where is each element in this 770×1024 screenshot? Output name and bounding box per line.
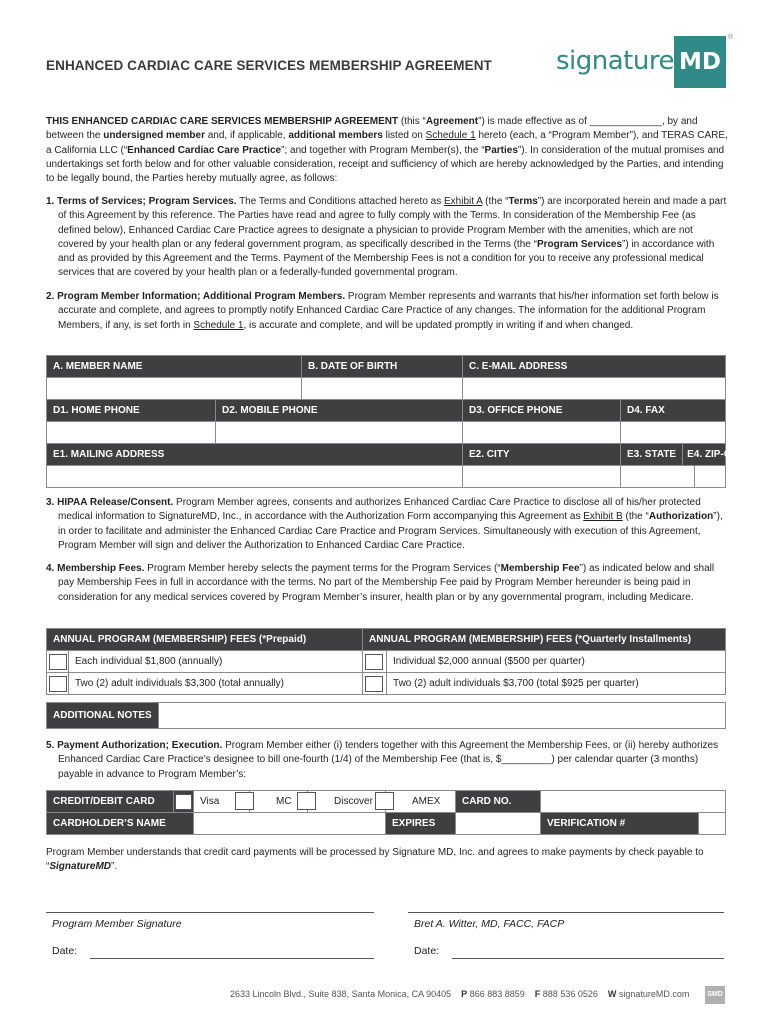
verification-field[interactable]	[699, 813, 726, 835]
page-footer	[230, 989, 689, 999]
signature-md-logo	[556, 36, 736, 92]
checkbox-icon	[365, 676, 383, 692]
discover-option[interactable]	[308, 791, 386, 813]
mailing-address-field[interactable]	[47, 466, 463, 488]
web-label: W	[607, 989, 617, 999]
discover-label: Discover	[334, 796, 373, 807]
additional-notes-field[interactable]	[159, 703, 726, 729]
amex-option[interactable]	[386, 791, 456, 813]
mobile-phone-field[interactable]	[216, 422, 463, 444]
checkbox-icon	[49, 654, 67, 670]
prepaid-fees-header: ANNUAL PROGRAM (MEMBERSHIP) FEES (*Prepaid)	[47, 629, 363, 651]
member-name-header: A. MEMBER NAME	[47, 356, 302, 378]
member-signature-line[interactable]	[46, 912, 374, 913]
email-field[interactable]	[463, 378, 726, 400]
footer-website: signatureMD.com	[618, 989, 690, 999]
prepaid-individual-checkbox[interactable]	[47, 651, 69, 673]
additional-notes-table	[46, 702, 726, 729]
phone-label: P	[461, 989, 468, 999]
card-number-field[interactable]	[541, 791, 726, 813]
quarterly-two-adults-checkbox[interactable]	[363, 673, 387, 695]
office-phone-header: D3. OFFICE PHONE	[463, 400, 621, 422]
quarterly-fees-header: ANNUAL PROGRAM (MEMBERSHIP) FEES (*Quarterly Installments)	[363, 629, 726, 651]
section-5-payment: 5. Payment Authorization; Execution. Program Member either (i) tenders together with this Agreement the Membership Fees, or (ii) hereby authorizes Enhanced Cardiac Care Practice’s designee to bill one-fourth (1/4) of the Membership Fee (that is, $_________) per calendar quarter (3 months) payable in advance to Program Member’s:	[46, 740, 719, 780]
expires-field[interactable]	[456, 813, 541, 835]
prepaid-individual-label: Each individual $1,800 (annually)	[69, 651, 363, 673]
zip-code-header: E4. ZIP-CODE	[687, 449, 753, 460]
prepaid-two-adults-checkbox[interactable]	[47, 673, 69, 695]
expires-label: EXPIRES	[386, 813, 456, 835]
visa-checkbox[interactable]	[174, 791, 194, 813]
cardholder-name-label: CARDHOLDER’S NAME	[47, 813, 194, 835]
discover-checkbox[interactable]	[297, 792, 316, 810]
page-header	[0, 0, 770, 100]
member-name-field[interactable]	[47, 378, 302, 400]
checkbox-icon	[49, 676, 67, 692]
member-date-label: Date:	[52, 945, 78, 957]
cardholder-name-field[interactable]	[194, 813, 386, 835]
member-info-table	[46, 355, 753, 488]
amex-checkbox[interactable]	[375, 792, 394, 810]
city-field[interactable]	[463, 466, 621, 488]
home-phone-header: D1. HOME PHONE	[47, 400, 216, 422]
section-3-hipaa: 3. HIPAA Release/Consent. Program Member agrees, consents and authorizes Enhanced Cardiac Care Practice to disclose all of his/her protected medical information to SignatureMD, Inc., in accordance with the Authorization Form accompanying this Agreement as Exhibit B (the “Authorization”), in order to facilitate and administer the Enhanced Cardiac Care Practice and Program Services. Simultaneously with execution of this Agreement, Program Member will sign and deliver the Authorization to Enhanced Cardiac Care Practice.	[46, 497, 723, 551]
logo-mark: MD	[674, 36, 726, 88]
closing-paragraph: Program Member understands that credit card payments will be processed by Signature MD, Inc. and agrees to make payments by check payable to “SignatureMD”.	[46, 847, 704, 873]
mc-checkbox[interactable]	[235, 792, 254, 810]
section-1-terms: 1. Terms of Services; Program Services. The Terms and Conditions attached hereto as Exhibit A (the “Terms”) are incorporated herein and made a part of this Agreement by this reference. The Parties have read and agree to fully comply with the Terms. In consideration of the Membership Fee (as defined below), Enhanced Cardiac Care Practice agrees to designate a physician to provide Program Member with the amenities, which are not covered by your health plan or any federal government program, as specifically described in the Terms (the “Program Services”) in accordance with and as provided by this Agreement and the Terms. Payment of the Membership Fees is not a condition for you to receive any professional medical services that are covered by your health plan or a federally-funded governmental program.	[46, 196, 727, 279]
state-zip-fields	[621, 466, 726, 488]
date-of-birth-header: B. DATE OF BIRTH	[302, 356, 463, 378]
physician-date-label: Date:	[414, 945, 440, 957]
quarterly-individual-checkbox[interactable]	[363, 651, 387, 673]
amex-label: AMEX	[412, 796, 441, 807]
mc-label: MC	[276, 796, 292, 807]
document-title: ENHANCED CARDIAC CARE SERVICES MEMBERSHIP AGREEMENT	[46, 58, 492, 73]
intro-paragraph: THIS ENHANCED CARDIAC CARE SERVICES MEMBERSHIP AGREEMENT (this “Agreement”) is made effective as of _____________, by and between the undersigned member and, if applicable, additional members listed on Schedule 1 hereto (each, a “Program Member”), and TERAS CARE, a California LLC (“Enhanced Cardiac Care Practice”; and together with Program Member(s), the “Parties”). In consideration of the mutual promises and undertakings set forth below and for other valuable consideration, receipt and sufficiency of which are hereby acknowledged by the Parties, and intending to be legally bound, the Parties hereby mutually agree, as follows:	[46, 116, 728, 185]
fax-label: F	[534, 989, 541, 999]
physician-signature-label: Bret A. Witter, MD, FACC, FACP	[414, 918, 565, 930]
office-phone-field[interactable]	[463, 422, 621, 444]
section-4-fees: 4. Membership Fees. Program Member hereby selects the payment terms for the Program Services (“Membership Fee”) as indicated below and shall pay Membership Fees in full in accordance with the terms. No part of the Membership Fee paid by Program Member hereunder is being paid in consideration for any medical services covered by Program Member’s insurer, health plan or by any governmental program, including Medicare.	[46, 563, 715, 603]
card-number-label: CARD NO.	[456, 791, 541, 813]
zip-code-field[interactable]	[695, 466, 725, 487]
registered-mark: ®	[728, 34, 734, 41]
quarterly-two-adults-label: Two (2) adult individuals $3,700 (total $925 per quarter)	[387, 673, 726, 695]
additional-notes-label: ADDITIONAL NOTES	[47, 703, 159, 729]
verification-label: VERIFICATION #	[541, 813, 699, 835]
date-of-birth-field[interactable]	[302, 378, 463, 400]
member-date-line[interactable]	[90, 958, 374, 959]
prepaid-two-adults-label: Two (2) adult individuals $3,300 (total annually)	[69, 673, 363, 695]
physician-signature-line[interactable]	[408, 912, 724, 913]
email-header: C. E-MAIL ADDRESS	[463, 356, 726, 378]
section-2-member-info: 2. Program Member Information; Additional Program Members. Program Member represents and warrants that his/her information set forth below is accurate and complete, and agrees to promptly notify Enhanced Cardiac Care Practice of any changes. The information for the additional Program Members, if any, is set forth in Schedule 1, is accurate and complete, and will be updated promptly in writing if and when changed.	[46, 291, 719, 331]
fax-header: D4. FAX	[621, 400, 726, 422]
footer-phone: 866 883 8859	[469, 989, 525, 999]
logo-wordmark: signature	[556, 46, 674, 76]
home-phone-field[interactable]	[47, 422, 216, 444]
smd-badge-icon: SMD	[705, 986, 725, 1004]
state-header: E3. STATE	[621, 444, 683, 465]
footer-address: 2633 Lincoln Blvd., Suite 838, Santa Monica, CA 90405	[230, 989, 452, 999]
physician-date-line[interactable]	[452, 958, 724, 959]
state-field[interactable]	[621, 466, 695, 487]
fees-table	[46, 628, 726, 695]
mobile-phone-header: D2. MOBILE PHONE	[216, 400, 463, 422]
credit-debit-card-label: CREDIT/DEBIT CARD	[47, 791, 174, 813]
quarterly-individual-label: Individual $2,000 annual ($500 per quarter)	[387, 651, 726, 673]
city-header: E2. CITY	[463, 444, 621, 466]
state-zip-header	[621, 444, 753, 466]
fax-field[interactable]	[621, 422, 726, 444]
footer-fax: 888 536 0526	[542, 989, 598, 999]
mailing-address-header: E1. MAILING ADDRESS	[47, 444, 463, 466]
checkbox-icon	[175, 794, 192, 810]
visa-label: Visa	[194, 791, 250, 813]
checkbox-icon	[365, 654, 383, 670]
member-signature-label: Program Member Signature	[52, 918, 182, 930]
